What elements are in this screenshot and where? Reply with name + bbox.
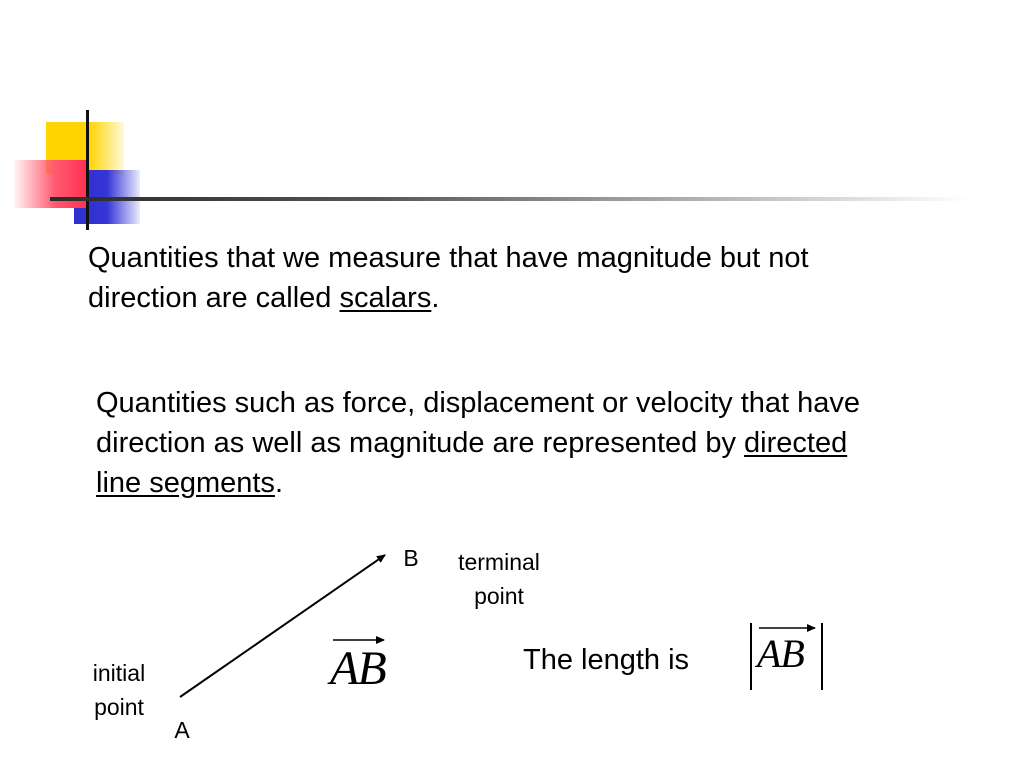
vectors-paragraph-text: Quantities such as force, displacement or velocity that have direction as well as magnitude are represented by: [96, 387, 861, 459]
vector-notation: AB: [330, 642, 385, 695]
length-notation: AB: [757, 631, 804, 676]
terminal-point-line1: terminal: [458, 549, 540, 575]
scalars-term: scalars: [339, 282, 432, 314]
initial-point-line1: initial: [92, 660, 146, 686]
terminal-point-line2: point: [474, 583, 524, 609]
directed-segments-term: directed line segments: [96, 427, 848, 499]
point-b-label: B: [403, 545, 419, 571]
scalars-paragraph-end: .: [431, 282, 440, 314]
terminal-point-label: [440, 545, 558, 613]
initial-point-line2: point: [94, 694, 144, 720]
vectors-paragraph-end: .: [274, 467, 283, 499]
point-a-label: A: [174, 717, 190, 743]
length-caption: The length is: [523, 644, 690, 676]
scalars-paragraph-text: Quantities that we measure that have magnitude but not direction are called: [88, 242, 809, 314]
initial-point-label: [74, 656, 164, 724]
